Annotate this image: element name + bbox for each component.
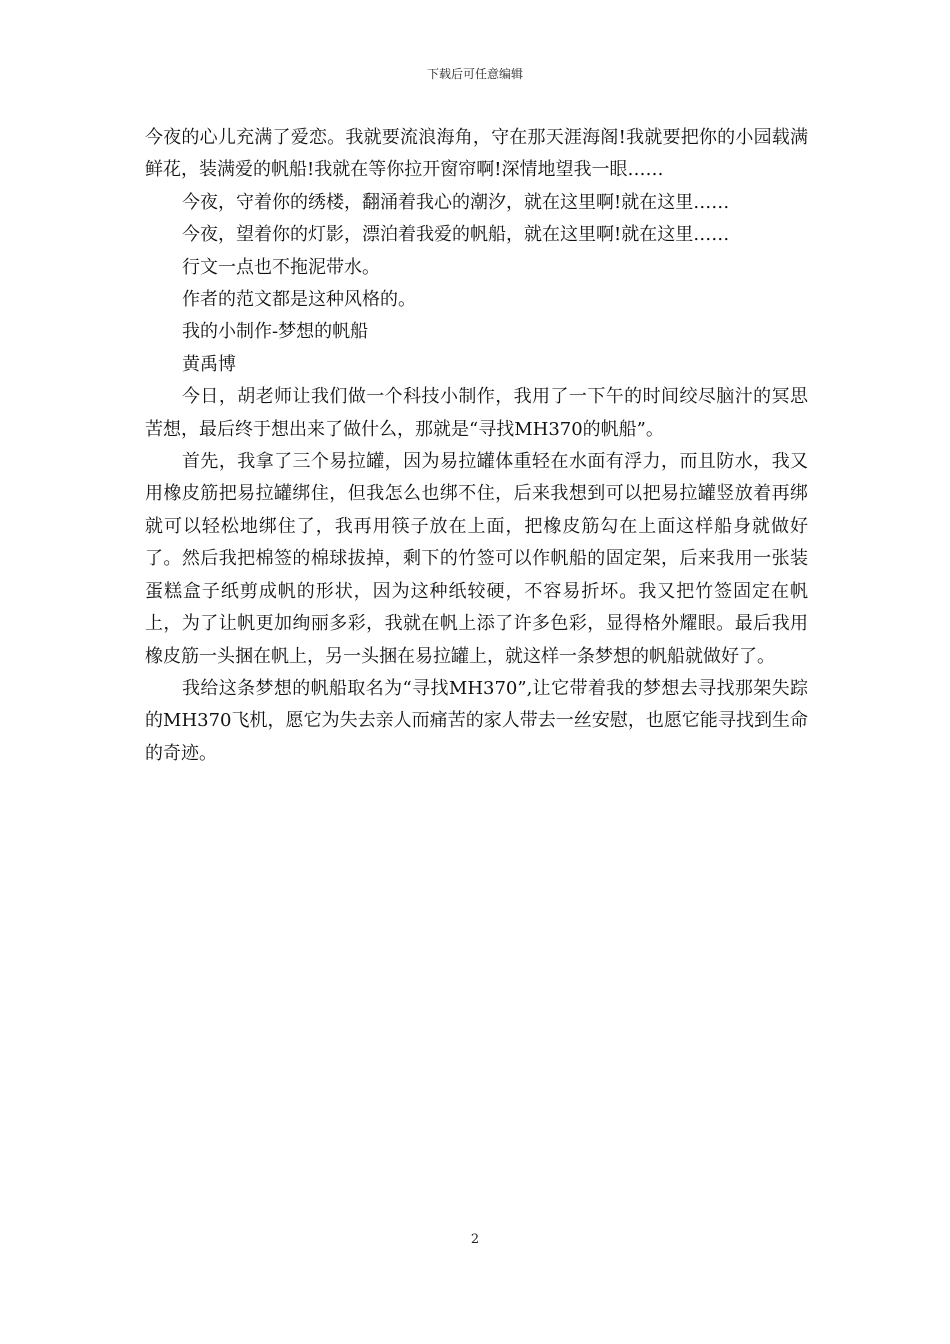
paragraph: 首先，我拿了三个易拉罐，因为易拉罐体重轻在水面有浮力，而且防水，我又用橡皮筋把易拉罐绑住，但我怎么也绑不住，后来我想到可以把易拉罐竖放着再绑就可以轻松地绑住了，我再用筷子放在上面，把橡皮筋勾在上面这样船身就做好了。然后我把棉签的棉球拔掉，剩下的竹签可以作帆船的固定架，后来我用一张装蛋糕盒子纸剪成帆的形状，因为这种纸较硬，不容易折坏。我又把竹签固定在帆上，为了让帆更加绚丽多彩，我就在帆上添了许多色彩，显得格外耀眼。最后我用橡皮筋一头捆在帆上，另一头捆在易拉罐上，就这样一条梦想的帆船就做好了。 <box>145 451 808 667</box>
paragraph: 作者的范文都是这种风格的。 <box>182 289 416 311</box>
page-number: 2 <box>470 1232 480 1247</box>
essay-title: 我的小制作-梦想的帆船 <box>182 321 369 343</box>
paragraph: 今日，胡老师让我们做一个科技小制作，我用了一下午的时间绞尽脑汁的冥思苦想，最后终于想出来了做什么，那就是“寻找MH370的帆船”。 <box>145 386 808 440</box>
page-header: 下载后可任意编辑 <box>426 67 523 81</box>
document-body <box>145 122 808 770</box>
paragraph: 今夜的心儿充满了爱恋。我就要流浪海角，守在那天涯海阁!我就要把你的小园载满鲜花，装满爱的帆船!我就在等你拉开窗帘啊!深情地望我一眼…… <box>145 127 808 181</box>
paragraph: 今夜，望着你的灯影，漂泊着我爱的帆船，就在这里啊!就在这里…… <box>182 224 730 246</box>
paragraph: 我给这条梦想的帆船取名为“寻找MH370”,让它带着我的梦想去寻找那架失踪的MH370飞机，愿它为失去亲人而痛苦的家人带去一丝安慰，也愿它能寻找到生命的奇迹。 <box>145 677 808 764</box>
paragraph: 行文一点也不拖泥带水。 <box>182 256 380 278</box>
paragraph: 今夜，守着你的绣楼，翻涌着我心的潮汐，就在这里啊!就在这里…… <box>182 191 730 213</box>
author-name: 黄禹博 <box>182 353 236 375</box>
